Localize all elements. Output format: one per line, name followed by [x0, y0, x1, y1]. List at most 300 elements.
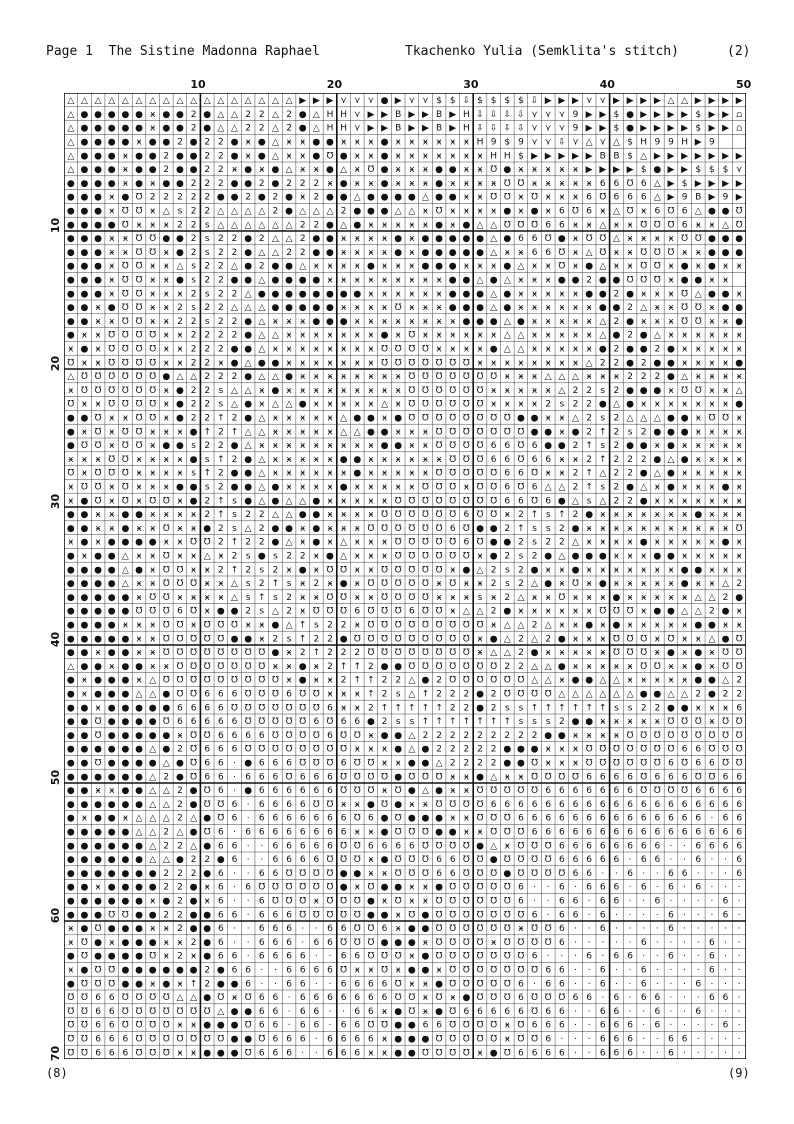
stitch-symbol: Ʊ [121, 289, 129, 300]
stitch-symbol: 6 [640, 993, 647, 1004]
stitch-symbol: ● [135, 799, 143, 810]
stitch-symbol: 2 [313, 634, 320, 645]
stitch-symbol: Ʊ [694, 303, 702, 314]
stitch-symbol: 6 [108, 1034, 115, 1045]
stitch-symbol: 6 [354, 1020, 361, 1031]
stitch-symbol: Ʊ [394, 510, 402, 521]
stitch-symbol: ӿ [340, 247, 347, 258]
stitch-symbol: ● [66, 427, 75, 438]
stitch-symbol: ӿ [354, 523, 360, 534]
stitch-symbol: Ʊ [162, 551, 170, 562]
stitch-symbol: 2 [163, 841, 170, 852]
stitch-symbol: Ʊ [299, 703, 307, 714]
stitch-symbol: 2 [190, 855, 197, 866]
stitch-symbol: ӿ [681, 634, 688, 645]
stitch-symbol: Ʊ [121, 441, 129, 452]
stitch-symbol: ● [66, 330, 75, 341]
stitch-symbol: ӿ [136, 675, 142, 686]
stitch-symbol: 2 [490, 689, 497, 700]
stitch-symbol: ● [435, 192, 444, 203]
stitch-symbol: Ʊ [81, 372, 88, 383]
stitch-symbol: Ʊ [435, 951, 443, 962]
stitch-symbol: Ʊ [353, 855, 361, 866]
stitch-symbol: ● [162, 178, 171, 189]
stitch-symbol: ӿ [450, 220, 456, 231]
stitch-symbol: ӿ [477, 551, 483, 562]
page-title: Page 1 The Sistine Madonna Raphael [46, 44, 320, 59]
stitch-symbol: 2 [599, 358, 606, 369]
stitch-symbol: · [724, 1034, 727, 1045]
stitch-symbol: ӿ [736, 537, 742, 548]
stitch-symbol: ● [80, 316, 89, 327]
stitch-symbol: △ [258, 303, 266, 314]
stitch-symbol: 6 [272, 855, 279, 866]
stitch-symbol: Ʊ [449, 620, 457, 631]
stitch-symbol: s [177, 206, 183, 217]
stitch-symbol: ӿ [327, 178, 333, 189]
stitch-symbol: · [710, 1034, 714, 1045]
stitch-symbol: Ʊ [517, 1034, 525, 1045]
stitch-symbol: Ʊ [340, 896, 348, 907]
stitch-symbol: ӿ [136, 634, 142, 645]
stitch-symbol: ӿ [368, 234, 374, 245]
stitch-symbol: 6 [531, 441, 538, 452]
stitch-symbol: ● [312, 303, 321, 314]
stitch-symbol: Ʊ [694, 316, 702, 327]
stitch-symbol: 6 [231, 965, 238, 976]
stitch-symbol: 6 [272, 937, 279, 948]
stitch-symbol: Ʊ [435, 648, 443, 659]
stitch-symbol: ● [285, 523, 293, 534]
stitch-symbol: 6 [722, 786, 729, 797]
stitch-symbol: Ʊ [503, 413, 511, 424]
stitch-symbol: △ [572, 689, 579, 700]
stitch-symbol: ӿ [177, 510, 183, 521]
stitch-symbol: Ʊ [435, 634, 443, 645]
stitch-symbol: ● [380, 661, 389, 672]
stitch-symbol: · [655, 979, 659, 990]
stitch-symbol: △ [217, 96, 225, 107]
stitch-symbol: ● [557, 496, 566, 507]
stitch-symbol: ӿ [354, 151, 360, 162]
stitch-symbol: s [232, 496, 237, 507]
stitch-symbol: 6 [231, 813, 238, 824]
stitch-symbol: ӿ [477, 358, 483, 369]
stitch-symbol: ↑ [585, 482, 593, 493]
stitch-symbol: ӿ [695, 358, 701, 369]
stitch-symbol: ● [530, 206, 539, 217]
stitch-symbol: Ʊ [149, 358, 157, 369]
stitch-symbol: Ʊ [422, 372, 429, 383]
stitch-symbol: 6 [272, 786, 279, 797]
stitch-symbol: 2 [217, 537, 224, 548]
stitch-symbol: 2 [163, 868, 170, 879]
stitch-symbol: 6 [640, 937, 647, 948]
stitch-symbol: 6 [722, 772, 729, 783]
stitch-symbol: 6 [340, 1034, 347, 1045]
stitch-symbol: Ʊ [190, 744, 198, 755]
stitch-symbol: 2 [190, 413, 197, 424]
stitch-symbol: △ [258, 96, 266, 107]
stitch-symbol: · [724, 1006, 727, 1017]
stitch-symbol: Ʊ [121, 1006, 129, 1017]
stitch-symbol: Ʊ [626, 758, 634, 769]
stitch-symbol: ӿ [736, 261, 742, 272]
stitch-symbol: ▶ [708, 178, 716, 189]
stitch-symbol: 2 [449, 703, 456, 714]
stitch-symbol: ● [121, 689, 130, 700]
stitch-symbol: s [395, 717, 401, 728]
stitch-symbol: ӿ [641, 579, 647, 590]
stitch-symbol: 6 [245, 965, 252, 976]
stitch-symbol: ● [530, 744, 539, 755]
stitch-symbol: ● [626, 289, 634, 300]
stitch-symbol: ӿ [354, 372, 360, 383]
stitch-symbol: ӿ [300, 165, 306, 176]
stitch-symbol: 6 [327, 703, 333, 714]
stitch-symbol: ӿ [81, 675, 88, 686]
stitch-symbol: ● [94, 606, 103, 617]
stitch-symbol: Ʊ [640, 772, 648, 783]
stitch-symbol: ӿ [422, 137, 429, 148]
stitch-symbol: ӿ [681, 358, 688, 369]
stitch-symbol: ● [298, 661, 307, 672]
stitch-symbol: ӿ [436, 579, 442, 590]
stitch-symbol: ӿ [395, 385, 401, 396]
stitch-symbol: ▶ [640, 96, 648, 107]
stitch-symbol: 6 [217, 772, 224, 783]
stitch-symbol: 6 [599, 965, 606, 976]
stitch-symbol: 2 [449, 689, 456, 700]
stitch-symbol: ● [667, 344, 675, 355]
stitch-symbol: ● [203, 951, 212, 962]
stitch-symbol: ӿ [368, 303, 374, 314]
stitch-symbol: Ʊ [531, 220, 539, 231]
stitch-symbol: ӿ [422, 220, 429, 231]
stitch-symbol: 6 [286, 855, 292, 866]
stitch-symbol: 6 [531, 454, 538, 465]
stitch-symbol: ӿ [545, 744, 551, 755]
stitch-symbol: ӿ [95, 703, 101, 714]
stitch-symbol: 2 [163, 772, 170, 783]
stitch-symbol: · [683, 910, 687, 921]
stitch-symbol: △ [231, 592, 238, 603]
stitch-symbol: ● [435, 261, 444, 272]
stitch-symbol: · [696, 1020, 700, 1031]
stitch-symbol: ӿ [81, 551, 88, 562]
stitch-symbol: ӿ [559, 758, 565, 769]
stitch-symbol: ▶ [722, 109, 730, 120]
stitch-symbol: ● [585, 620, 594, 631]
stitch-symbol: ● [435, 786, 444, 797]
stitch-symbol: 6 [327, 827, 333, 838]
stitch-symbol: ▶ [326, 96, 334, 107]
stitch-symbol: Ʊ [176, 648, 184, 659]
stitch-symbol: 2 [313, 192, 320, 203]
stitch-symbol: ● [121, 951, 130, 962]
stitch-symbol: Ʊ [517, 441, 525, 452]
stitch-symbol: 2 [272, 565, 279, 576]
stitch-symbol: ӿ [109, 937, 115, 948]
stitch-symbol: ● [189, 882, 198, 893]
stitch-symbol: ӿ [586, 330, 592, 341]
stitch-symbol: ● [80, 661, 89, 672]
stitch-symbol: ӿ [709, 330, 715, 341]
stitch-symbol: ⋎ [531, 123, 538, 134]
stitch-symbol: ● [203, 937, 212, 948]
stitch-symbol: Ʊ [640, 220, 648, 231]
stitch-symbol: Ʊ [381, 592, 388, 603]
stitch-symbol: ● [326, 220, 334, 231]
stitch-symbol: 6 [558, 924, 565, 935]
stitch-symbol: 2 [477, 744, 483, 755]
stitch-symbol: Ʊ [190, 772, 198, 783]
stitch-symbol: Ʊ [408, 827, 416, 838]
stitch-symbol: Ʊ [422, 827, 429, 838]
stitch-symbol: △ [640, 151, 648, 162]
stitch-symbol: ӿ [163, 358, 169, 369]
stitch-symbol: ӿ [709, 551, 715, 562]
stitch-symbol: 6 [340, 1020, 347, 1031]
stitch-symbol: ӿ [286, 468, 292, 479]
stitch-symbol: 2 [381, 675, 388, 686]
stitch-symbol: $ [627, 137, 633, 148]
stitch-symbol: ● [721, 303, 730, 314]
stitch-symbol: ӿ [409, 178, 415, 189]
stitch-symbol: ⋎ [585, 96, 593, 107]
stitch-symbol: ӿ [190, 1048, 197, 1059]
stitch-symbol: ӿ [586, 565, 592, 576]
stitch-symbol: Ʊ [408, 523, 416, 534]
stitch-symbol: s [191, 303, 196, 314]
stitch-symbol: ӿ [736, 606, 742, 617]
stitch-symbol: ↑ [544, 703, 552, 714]
stitch-symbol: ● [544, 441, 553, 452]
stitch-symbol: · [642, 1034, 646, 1045]
stitch-symbol: ● [612, 620, 621, 631]
stitch-symbol: Ʊ [490, 482, 498, 493]
stitch-symbol: 6 [599, 827, 606, 838]
stitch-symbol: · [628, 979, 632, 990]
stitch-symbol: ӿ [163, 303, 169, 314]
stitch-symbol: ● [107, 537, 116, 548]
stitch-symbol: Ʊ [408, 372, 416, 383]
stitch-symbol: ӿ [695, 496, 701, 507]
stitch-symbol: ● [298, 109, 307, 120]
stitch-symbol: ӿ [422, 979, 429, 990]
stitch-symbol: ⇩ [530, 96, 539, 107]
stitch-symbol: ӿ [340, 468, 347, 479]
stitch-symbol: ӿ [136, 496, 142, 507]
stitch-symbol: ● [107, 551, 116, 562]
stitch-symbol: ● [366, 427, 375, 438]
stitch-symbol: 2 [286, 247, 292, 258]
stitch-symbol: 6 [313, 1020, 320, 1031]
stitch-symbol: Ʊ [121, 427, 129, 438]
stitch-symbol: Ʊ [531, 689, 539, 700]
stitch-symbol: ӿ [559, 165, 565, 176]
stitch-symbol: 2 [286, 592, 292, 603]
stitch-symbol: Ʊ [462, 634, 470, 645]
stitch-symbol: 6 [709, 993, 715, 1004]
stitch-symbol: 6 [258, 910, 265, 921]
stitch-symbol: Ʊ [108, 965, 116, 976]
stitch-symbol: ● [94, 675, 103, 686]
stitch-symbol: Ʊ [381, 951, 388, 962]
stitch-symbol: ӿ [313, 330, 320, 341]
stitch-symbol: Ʊ [435, 537, 443, 548]
stitch-symbol: ● [503, 606, 512, 617]
stitch-symbol: Ʊ [626, 730, 634, 741]
stitch-symbol: ● [653, 427, 662, 438]
stitch-symbol: 6 [354, 1034, 361, 1045]
stitch-symbol: Ʊ [312, 730, 320, 741]
stitch-symbol: ӿ [300, 330, 306, 341]
stitch-symbol: 6 [668, 799, 674, 810]
stitch-symbol: 2 [204, 510, 211, 521]
stitch-symbol: Ʊ [367, 1020, 375, 1031]
stitch-symbol: △ [149, 786, 157, 797]
stitch-symbol: · [642, 868, 646, 879]
stitch-symbol: ӿ [545, 385, 551, 396]
stitch-symbol: Ʊ [121, 206, 129, 217]
stitch-symbol: ӿ [340, 441, 347, 452]
stitch-symbol: ӿ [300, 523, 306, 534]
stitch-symbol: · [710, 896, 714, 907]
stitch-symbol: ↑ [599, 703, 607, 714]
stitch-symbol: △ [231, 96, 238, 107]
stitch-symbol: Ʊ [135, 1034, 143, 1045]
stitch-symbol: ● [421, 234, 430, 245]
stitch-symbol: ӿ [368, 151, 374, 162]
stitch-symbol: · [560, 951, 564, 962]
stitch-symbol: Ʊ [135, 234, 143, 245]
stitch-symbol: s [600, 413, 606, 424]
stitch-symbol: Ʊ [326, 565, 334, 576]
stitch-symbol: s [218, 399, 224, 410]
stitch-symbol: ↑ [448, 717, 457, 728]
stitch-symbol: △ [217, 109, 225, 120]
stitch-symbol: ● [189, 151, 198, 162]
stitch-symbol: △ [190, 96, 198, 107]
stitch-symbol: ӿ [68, 965, 74, 976]
stitch-symbol: △ [176, 261, 184, 272]
stitch-symbol: ● [80, 261, 89, 272]
stitch-symbol: △ [585, 358, 593, 369]
stitch-symbol: ӿ [627, 247, 633, 258]
stitch-symbol: Ʊ [503, 910, 511, 921]
stitch-symbol: · [314, 979, 318, 990]
stitch-symbol: 6 [258, 924, 265, 935]
stitch-symbol: △ [599, 496, 607, 507]
stitch-symbol: ● [598, 399, 607, 410]
stitch-symbol: ӿ [395, 316, 401, 327]
stitch-symbol: Ʊ [408, 385, 416, 396]
column-axis-labels [64, 76, 752, 92]
stitch-symbol: Ʊ [190, 661, 198, 672]
stitch-symbol: 6 [354, 951, 361, 962]
stitch-symbol: ӿ [518, 924, 524, 935]
stitch-symbol: ● [312, 316, 321, 327]
stitch-symbol: · [737, 1006, 741, 1017]
stitch-symbol: ● [721, 482, 730, 493]
stitch-symbol: 2 [381, 689, 388, 700]
stitch-symbol: · [328, 951, 332, 962]
stitch-symbol: ӿ [641, 399, 647, 410]
stitch-symbol: ӿ [409, 896, 415, 907]
stitch-symbol: ӿ [149, 289, 156, 300]
stitch-symbol: △ [149, 689, 157, 700]
stitch-symbol: ● [680, 413, 689, 424]
stitch-symbol: ● [653, 358, 662, 369]
stitch-symbol: ● [94, 910, 103, 921]
stitch-symbol: s [204, 234, 210, 245]
stitch-symbol: ▶ [667, 109, 675, 120]
stitch-symbol: Ʊ [244, 1048, 252, 1059]
stitch-symbol: ӿ [463, 344, 470, 355]
stitch-symbol: Ʊ [149, 1034, 157, 1045]
stitch-symbol: ● [366, 192, 375, 203]
stitch-symbol: ӿ [709, 496, 715, 507]
stitch-symbol: ● [694, 275, 703, 286]
stitch-symbol: Ʊ [735, 730, 743, 741]
stitch-symbol: ӿ [709, 510, 715, 521]
stitch-symbol: 6 [531, 813, 538, 824]
stitch-symbol: ● [66, 579, 75, 590]
stitch-symbol: ⇩ [503, 109, 512, 120]
stitch-symbol: Ʊ [517, 937, 525, 948]
stitch-symbol: △ [503, 330, 511, 341]
stitch-symbol: Ʊ [203, 730, 211, 741]
stitch-symbol: ӿ [136, 468, 142, 479]
stitch-symbol: ⇩ [489, 123, 498, 134]
stitch-symbol: s [273, 551, 278, 562]
stitch-symbol: s [532, 717, 537, 728]
stitch-symbol: ӿ [572, 316, 579, 327]
stitch-symbol: ● [66, 441, 75, 452]
stitch-symbol: Ʊ [108, 468, 116, 479]
stitch-symbol: 2 [613, 289, 620, 300]
stitch-symbol: Ʊ [285, 730, 293, 741]
stitch-symbol: 2 [204, 372, 211, 383]
stitch-symbol: Ʊ [681, 717, 689, 728]
stitch-symbol: ӿ [531, 165, 538, 176]
stitch-symbol: ӿ [68, 454, 74, 465]
stitch-symbol: 6 [599, 1006, 606, 1017]
stitch-symbol: ● [680, 454, 689, 465]
stitch-symbol: 2 [518, 510, 524, 521]
stitch-symbol: 6 [272, 841, 279, 852]
stitch-symbol: · [710, 882, 714, 893]
stitch-symbol: 6 [722, 896, 729, 907]
stitch-symbol: ↑ [517, 523, 525, 534]
stitch-symbol: Ʊ [626, 178, 634, 189]
stitch-symbol: 6 [286, 786, 292, 797]
stitch-symbol: 6 [722, 910, 729, 921]
stitch-symbol: 6 [654, 813, 661, 824]
stitch-symbol: ↑ [571, 703, 580, 714]
stitch-symbol: ● [66, 606, 75, 617]
stitch-symbol: ӿ [381, 220, 388, 231]
stitch-symbol: ● [380, 827, 389, 838]
stitch-symbol: ● [271, 165, 280, 176]
stitch-symbol: B [599, 151, 606, 162]
stitch-symbol: ӿ [681, 441, 688, 452]
stitch-symbol: ӿ [641, 289, 647, 300]
stitch-symbol: Ʊ [694, 772, 702, 783]
stitch-symbol: Ʊ [435, 620, 443, 631]
stitch-symbol: Ʊ [203, 634, 211, 645]
